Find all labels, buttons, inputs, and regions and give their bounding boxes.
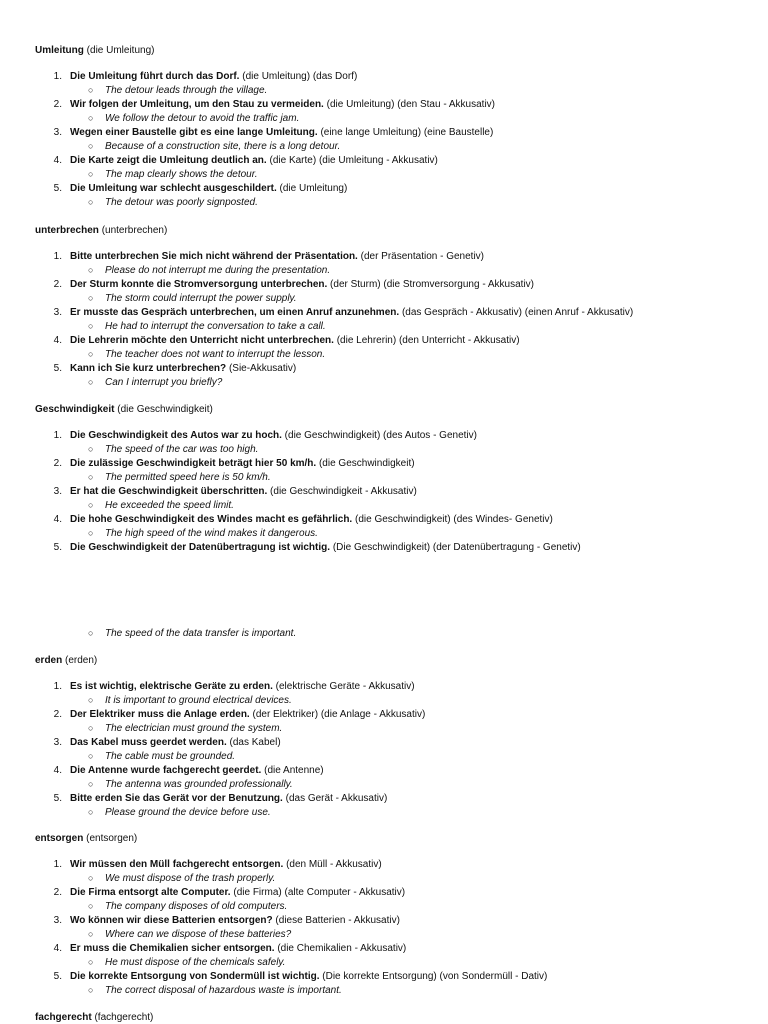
vocab-word: entsorgen — [35, 833, 84, 844]
circle-bullet-icon: ○ — [88, 751, 94, 761]
german-sentence: Er musste das Gespräch unterbrechen, um einen Anruf anzunehmen. — [70, 307, 400, 318]
list-number: 5. — [53, 793, 62, 804]
list-number: 3. — [53, 307, 62, 318]
english-translation: The speed of the data transfer is important. — [105, 628, 297, 639]
list-number: 5. — [53, 971, 62, 982]
german-sentence-line — [70, 278, 534, 291]
english-translation: He had to interrupt the conversation to take a call. — [105, 321, 326, 332]
english-translation: Can I interrupt you briefly? — [105, 377, 223, 388]
german-sentence: Bitte unterbrechen Sie mich nicht während der Präsentation. — [70, 251, 358, 262]
list-number: 5. — [53, 542, 62, 553]
german-sentence: Der Sturm konnte die Stromversorgung unterbrechen. — [70, 279, 328, 290]
german-sentence: Die Umleitung führt durch das Dorf. — [70, 71, 240, 82]
german-sentence: Kann ich Sie kurz unterbrechen? — [70, 363, 227, 374]
circle-bullet-icon: ○ — [88, 695, 94, 705]
german-sentence: Er hat die Geschwindigkeit überschritten. — [70, 486, 268, 497]
grammar-note: (Die korrekte Entsorgung) (von Sondermüll - Dativ) — [322, 971, 548, 982]
circle-bullet-icon: ○ — [88, 929, 94, 939]
english-translation: The electrician must ground the system. — [105, 723, 283, 734]
vocab-note: (die Geschwindigkeit) — [117, 404, 213, 415]
german-sentence: Das Kabel muss geerdet werden. — [70, 737, 227, 748]
german-sentence-line — [70, 541, 581, 554]
german-sentence-line — [70, 429, 477, 442]
german-sentence-line — [70, 334, 520, 347]
list-number: 4. — [53, 155, 62, 166]
german-sentence-line — [70, 886, 405, 899]
german-sentence-line — [70, 708, 425, 721]
list-number: 3. — [53, 486, 62, 497]
list-number: 2. — [53, 887, 62, 898]
vocab-heading — [35, 44, 154, 57]
english-translation: The speed of the car was too high. — [105, 444, 259, 455]
grammar-note: (das Kabel) — [229, 737, 281, 748]
german-sentence-line — [70, 942, 406, 955]
circle-bullet-icon: ○ — [88, 901, 94, 911]
circle-bullet-icon: ○ — [88, 807, 94, 817]
grammar-note: (die Umleitung) — [279, 183, 348, 194]
grammar-note: (der Elektriker) (die Anlage - Akkusativ) — [252, 709, 426, 720]
grammar-note: (Sie-Akkusativ) — [228, 363, 297, 374]
list-number: 2. — [53, 99, 62, 110]
circle-bullet-icon: ○ — [88, 985, 94, 995]
german-sentence: Wo können wir diese Batterien entsorgen? — [70, 915, 273, 926]
grammar-note: (die Geschwindigkeit) — [318, 458, 415, 469]
english-translation: The permitted speed here is 50 km/h. — [105, 472, 271, 483]
german-sentence: Der Elektriker muss die Anlage erden. — [70, 709, 250, 720]
german-sentence-line — [70, 98, 495, 111]
german-sentence: Die Lehrerin möchte den Unterricht nicht unterbrechen. — [70, 335, 334, 346]
grammar-note: (die Geschwindigkeit) (des Windes- Genetiv) — [354, 514, 553, 525]
list-number: 2. — [53, 458, 62, 469]
german-sentence-line — [70, 457, 415, 470]
circle-bullet-icon: ○ — [88, 500, 94, 510]
german-sentence-line — [70, 70, 357, 83]
english-translation: The map clearly shows the detour. — [105, 169, 258, 180]
english-translation: Because of a construction site, there is a long detour. — [105, 141, 341, 152]
german-sentence: Wir müssen den Müll fachgerecht entsorgen. — [70, 859, 284, 870]
vocab-heading — [35, 224, 167, 237]
german-sentence: Die Umleitung war schlecht ausgeschildert. — [70, 183, 277, 194]
vocab-word: Geschwindigkeit — [35, 404, 115, 415]
grammar-note: (die Lehrerin) (den Unterricht - Akkusativ) — [336, 335, 520, 346]
list-number: 5. — [53, 363, 62, 374]
german-sentence-line — [70, 764, 324, 777]
english-translation: The company disposes of old computers. — [105, 901, 288, 912]
vocab-note: (fachgerecht) — [94, 1012, 154, 1023]
vocab-note: (unterbrechen) — [101, 225, 168, 236]
list-number: 4. — [53, 514, 62, 525]
list-number: 4. — [53, 943, 62, 954]
grammar-note: (elektrische Geräte - Akkusativ) — [275, 681, 415, 692]
vocab-heading — [35, 1011, 153, 1024]
grammar-note: (die Karte) (die Umleitung - Akkusativ) — [269, 155, 438, 166]
vocab-word: unterbrechen — [35, 225, 99, 236]
german-sentence: Die Geschwindigkeit der Datenübertragung ist wichtig. — [70, 542, 331, 553]
circle-bullet-icon: ○ — [88, 85, 94, 95]
vocab-note: (entsorgen) — [86, 833, 138, 844]
german-sentence: Er muss die Chemikalien sicher entsorgen. — [70, 943, 275, 954]
vocab-word: Umleitung — [35, 45, 84, 56]
english-translation: The correct disposal of hazardous waste is important. — [105, 985, 342, 996]
circle-bullet-icon: ○ — [88, 472, 94, 482]
circle-bullet-icon: ○ — [88, 779, 94, 789]
german-sentence-line — [70, 513, 553, 526]
circle-bullet-icon: ○ — [88, 528, 94, 538]
circle-bullet-icon: ○ — [88, 873, 94, 883]
english-translation: He exceeded the speed limit. — [105, 500, 234, 511]
circle-bullet-icon: ○ — [88, 957, 94, 967]
german-sentence-line — [70, 736, 281, 749]
english-translation: We follow the detour to avoid the traffic jam. — [105, 113, 300, 124]
english-translation: The teacher does not want to interrupt the lesson. — [105, 349, 326, 360]
circle-bullet-icon: ○ — [88, 197, 94, 207]
grammar-note: (der Präsentation - Genetiv) — [360, 251, 485, 262]
circle-bullet-icon: ○ — [88, 628, 94, 638]
circle-bullet-icon: ○ — [88, 444, 94, 454]
list-number: 1. — [53, 71, 62, 82]
german-sentence-line — [70, 858, 382, 871]
german-sentence: Die Firma entsorgt alte Computer. — [70, 887, 231, 898]
german-sentence: Die Karte zeigt die Umleitung deutlich an. — [70, 155, 267, 166]
english-translation: He must dispose of the chemicals safely. — [105, 957, 286, 968]
grammar-note: (die Antenne) — [264, 765, 324, 776]
list-number: 4. — [53, 765, 62, 776]
german-sentence-line — [70, 970, 547, 983]
grammar-note: (das Gerät - Akkusativ) — [285, 793, 388, 804]
german-sentence-line — [70, 485, 417, 498]
english-translation: The high speed of the wind makes it dangerous. — [105, 528, 318, 539]
list-number: 4. — [53, 335, 62, 346]
circle-bullet-icon: ○ — [88, 349, 94, 359]
german-sentence-line — [70, 250, 484, 263]
grammar-note: (das Gespräch - Akkusativ) (einen Anruf - Akkusativ) — [401, 307, 634, 318]
grammar-note: (die Chemikalien - Akkusativ) — [277, 943, 407, 954]
german-sentence: Die zulässige Geschwindigkeit beträgt hier 50 km/h. — [70, 458, 317, 469]
list-number: 1. — [53, 430, 62, 441]
vocab-note: (die Umleitung) — [86, 45, 155, 56]
grammar-note: (die Umleitung) (das Dorf) — [242, 71, 358, 82]
circle-bullet-icon: ○ — [88, 141, 94, 151]
grammar-note: (der Sturm) (die Stromversorgung - Akkusativ) — [330, 279, 534, 290]
german-sentence: Die Antenne wurde fachgerecht geerdet. — [70, 765, 262, 776]
german-sentence-line — [70, 154, 438, 167]
german-sentence-line — [70, 792, 387, 805]
list-number: 3. — [53, 737, 62, 748]
circle-bullet-icon: ○ — [88, 293, 94, 303]
english-translation: Please ground the device before use. — [105, 807, 271, 818]
grammar-note: (Die Geschwindigkeit) (der Datenübertragung - Genetiv) — [332, 542, 581, 553]
german-sentence: Bitte erden Sie das Gerät vor der Benutzung. — [70, 793, 283, 804]
english-translation: The detour was poorly signposted. — [105, 197, 258, 208]
english-translation: It is important to ground electrical devices. — [105, 695, 292, 706]
german-sentence-line — [70, 182, 347, 195]
list-number: 1. — [53, 251, 62, 262]
english-translation: The antenna was grounded professionally. — [105, 779, 293, 790]
list-number: 3. — [53, 127, 62, 138]
circle-bullet-icon: ○ — [88, 723, 94, 733]
grammar-note: (eine lange Umleitung) (eine Baustelle) — [320, 127, 494, 138]
english-translation: The detour leads through the village. — [105, 85, 268, 96]
list-number: 3. — [53, 915, 62, 926]
grammar-note: (diese Batterien - Akkusativ) — [275, 915, 400, 926]
english-translation: Please do not interrupt me during the presentation. — [105, 265, 331, 276]
list-number: 2. — [53, 709, 62, 720]
vocab-heading — [35, 832, 137, 845]
vocab-heading — [35, 654, 97, 667]
english-translation: Where can we dispose of these batteries? — [105, 929, 292, 940]
list-number: 1. — [53, 859, 62, 870]
english-translation: The cable must be grounded. — [105, 751, 236, 762]
english-translation: We must dispose of the trash properly. — [105, 873, 276, 884]
circle-bullet-icon: ○ — [88, 169, 94, 179]
list-number: 1. — [53, 681, 62, 692]
german-sentence: Wegen einer Baustelle gibt es eine lange Umleitung. — [70, 127, 318, 138]
list-number: 5. — [53, 183, 62, 194]
circle-bullet-icon: ○ — [88, 321, 94, 331]
vocab-word: fachgerecht — [35, 1012, 92, 1023]
grammar-note: (die Geschwindigkeit) (des Autos - Genetiv) — [284, 430, 477, 441]
vocab-word: erden — [35, 655, 63, 666]
list-number: 2. — [53, 279, 62, 290]
german-sentence-line — [70, 362, 296, 375]
grammar-note: (den Müll - Akkusativ) — [286, 859, 382, 870]
german-sentence-line — [70, 914, 400, 927]
vocab-note: (erden) — [65, 655, 98, 666]
circle-bullet-icon: ○ — [88, 265, 94, 275]
english-translation: The storm could interrupt the power supply. — [105, 293, 297, 304]
german-sentence: Die korrekte Entsorgung von Sondermüll ist wichtig. — [70, 971, 320, 982]
grammar-note: (die Firma) (alte Computer - Akkusativ) — [233, 887, 406, 898]
grammar-note: (die Umleitung) (den Stau - Akkusativ) — [326, 99, 496, 110]
circle-bullet-icon: ○ — [88, 377, 94, 387]
german-sentence-line — [70, 126, 493, 139]
german-sentence: Die hohe Geschwindigkeit des Windes macht es gefährlich. — [70, 514, 353, 525]
grammar-note: (die Geschwindigkeit - Akkusativ) — [270, 486, 417, 497]
circle-bullet-icon: ○ — [88, 113, 94, 123]
german-sentence: Die Geschwindigkeit des Autos war zu hoch. — [70, 430, 282, 441]
german-sentence-line — [70, 680, 415, 693]
vocab-heading — [35, 403, 213, 416]
german-sentence-line — [70, 306, 633, 319]
german-sentence: Wir folgen der Umleitung, um den Stau zu vermeiden. — [70, 99, 324, 110]
german-sentence: Es ist wichtig, elektrische Geräte zu erden. — [70, 681, 273, 692]
